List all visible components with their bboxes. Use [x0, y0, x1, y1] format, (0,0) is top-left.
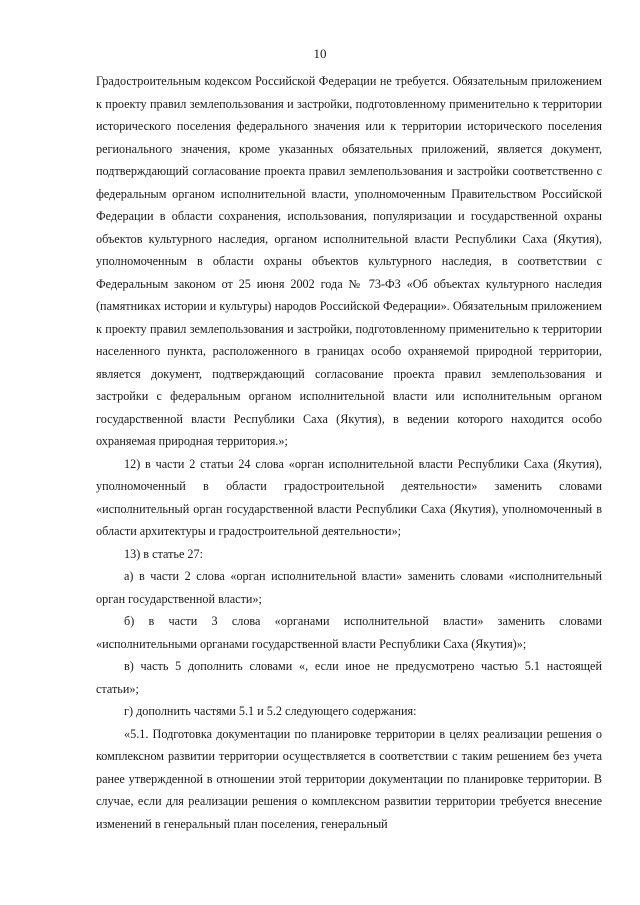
- page-number: 10: [313, 46, 327, 61]
- paragraph-item-12: 12) в части 2 статьи 24 слова «орган исполнительной власти Республики Саха (Якутия), уполномоченный в области градостроительной деятельности» заменить словами «исполнительный орган государственной власти Республики Саха (Якутия), уполномоченный в области архитектуры и градостроительной деятельности»;: [96, 456, 602, 538]
- paragraph-continuation: Градостроительным кодексом Российской Федерации не требуется. Обязательным приложением к проекту правил землепользования и застройки, подготовленному применительно к территории исторического поселения федерального значения или к территории исторического поселения регионального значения, кроме указанных обязательных приложений, является документ, подтверждающий согласование проекта правил землепользования и застройки соответственно с федеральным органом исполнительной власти, уполномоченным Правительством Российской Федерации в области сохранения, использования, популяризации и государственной охраны объектов культурного наследия, органом исполнительной власти Республики Саха (Якутия), уполномоченным в области охраны объектов культурного наследия, в соответствии с Федеральным законом от 25 июня 2002 года № 73-ФЗ «Об объектах культурного наследия (памятниках истории и культуры) народов Российской Федерации». Обязательным приложением к проекту правил землепользования и застройки, подготовленному применительно к территории населенного пункта, расположенного в границах особо охраняемой природной территории, является документ, подтверждающий согласование проекта правил землепользования и застройки с федеральным органом исполнительной власти или исполнительным органом государственной власти Республики Саха (Якутия), в ведении которого находится особо охраняемая природная территория.»;: [96, 74, 602, 448]
- paragraph-subitem-v: в) часть 5 дополнить словами «, если иное не предусмотрено частью 5.1 настоящей статьи»;: [96, 659, 602, 696]
- document-body: [96, 70, 602, 835]
- paragraph-clause-5-1: «5.1. Подготовка документации по планировке территории в целях реализации решения о комплексном развитии территории осуществляется в соответствии с таким решением без учета ранее утвержденной в отношении этой территории документации по планировке территории. В случае, если для реализации решения о комплексном развитии территории требуется внесение изменений в генеральный план поселения, генеральный: [96, 726, 602, 831]
- paragraph-subitem-b: б) в части 3 слова «органами исполнительной власти» заменить словами «исполнительными органами государственной власти Республики Саха (Якутия)»;: [96, 614, 602, 651]
- paragraph-subitem-a: а) в части 2 слова «орган исполнительной власти» заменить словами «исполнительный орган государственной власти»;: [96, 569, 602, 606]
- paragraph-subitem-g: г) дополнить частями 5.1 и 5.2 следующего содержания:: [124, 704, 417, 718]
- paragraph-item-13: 13) в статье 27:: [124, 546, 203, 561]
